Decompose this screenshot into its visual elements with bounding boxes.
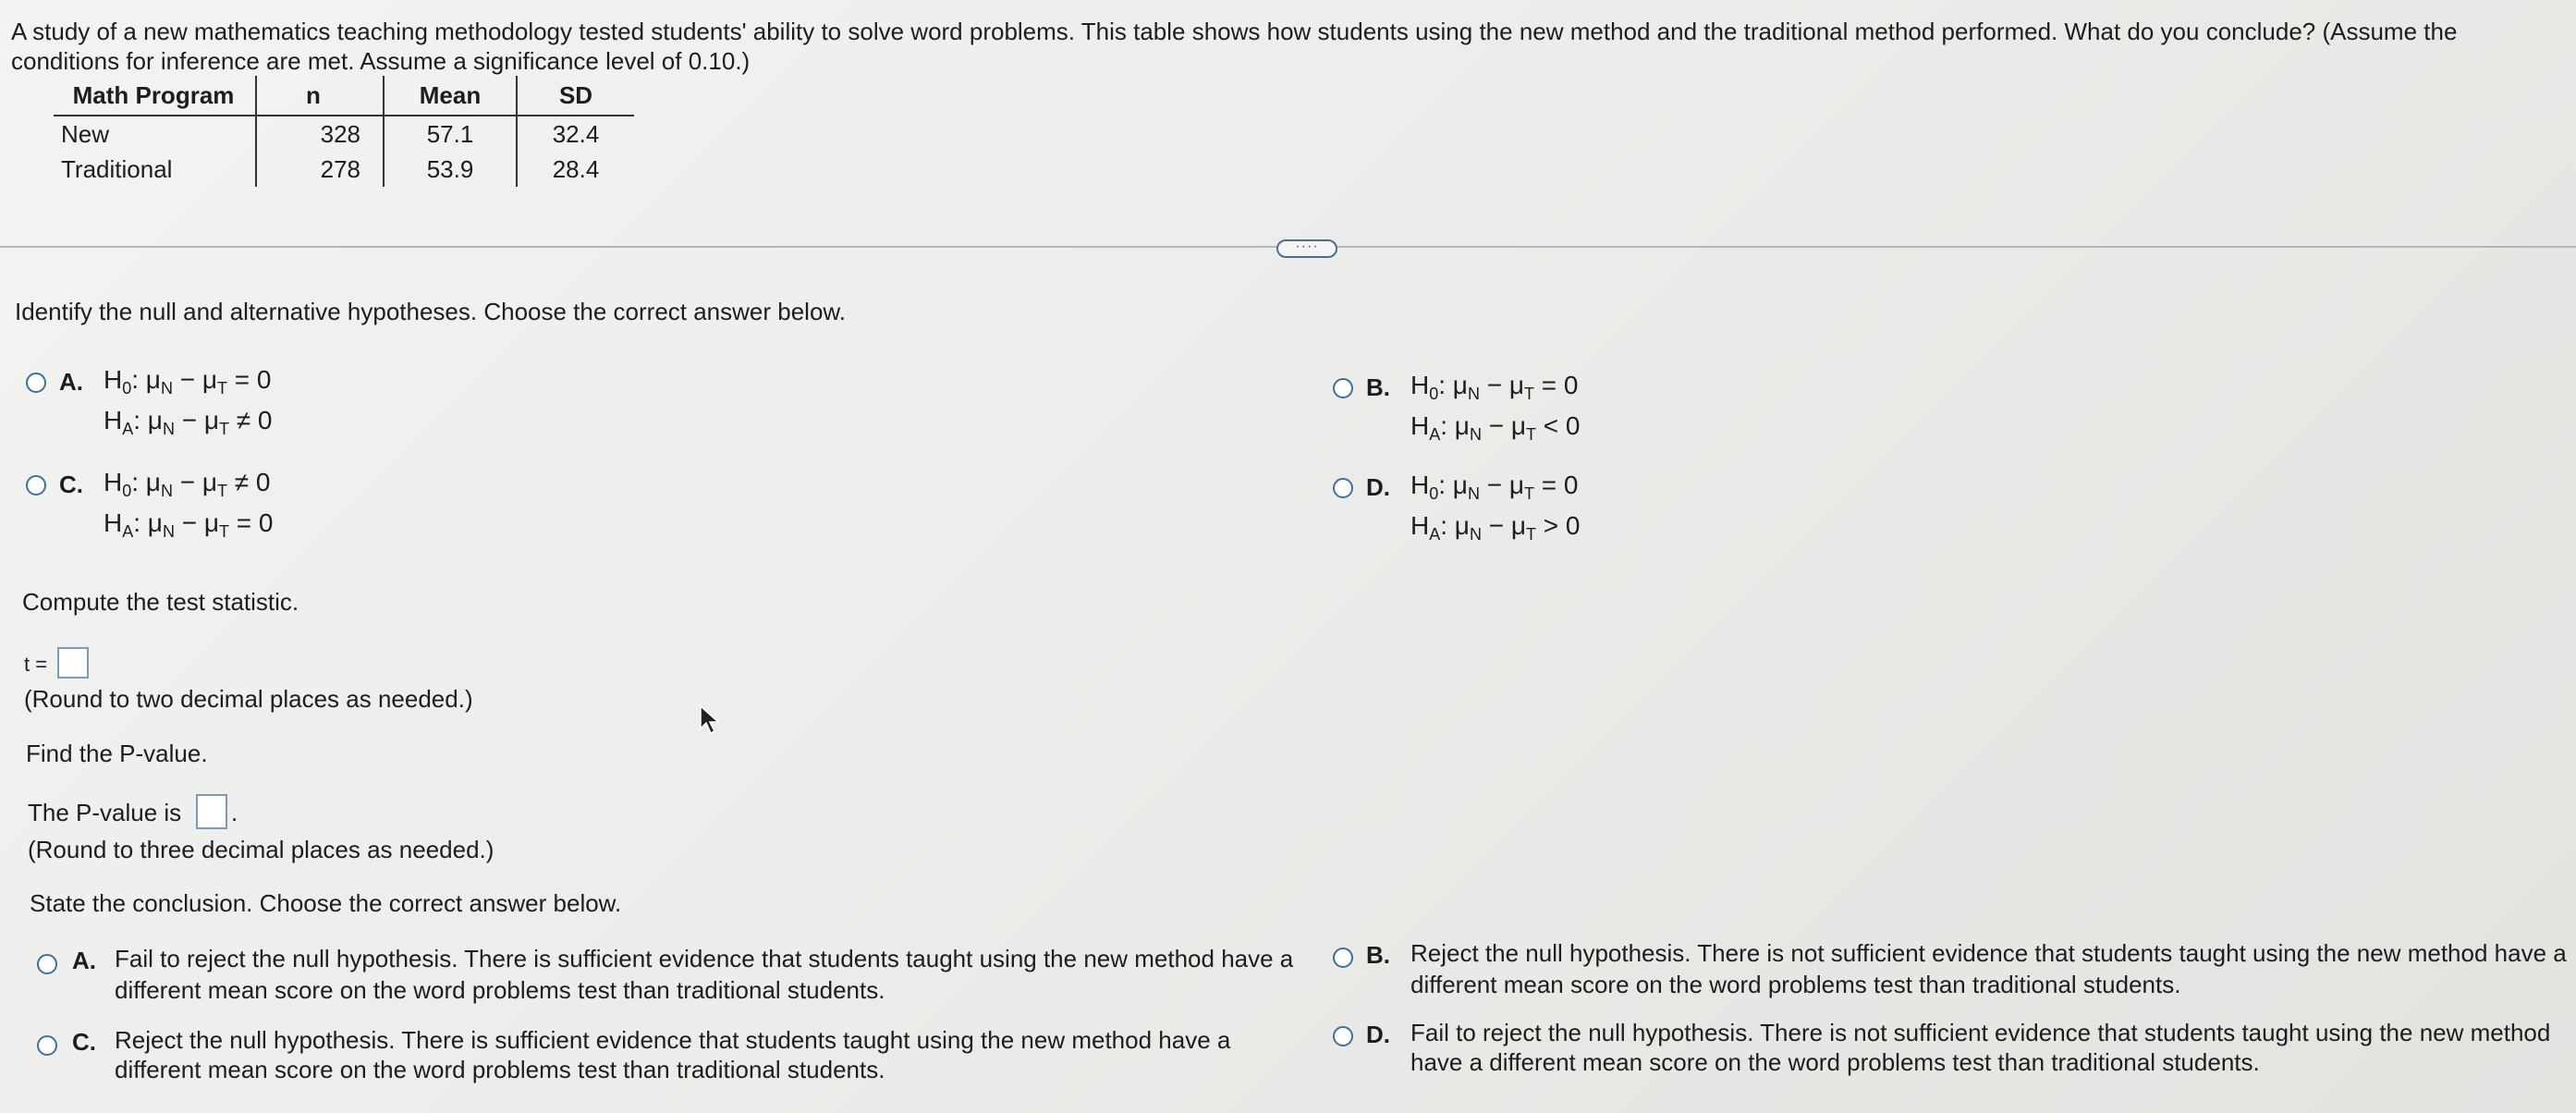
hyp-symbol: ≠ [234,468,250,496]
conclusion-b-line1[interactable]: Reject the null hypothesis. There is not sufficient evidence that students taught using the new method have a [1410,939,2567,967]
t-round-note: (Round to two decimal places as needed.) [24,685,473,713]
mouse-cursor-icon [699,704,723,740]
radio-conclusion-b[interactable] [1333,948,1353,968]
hyp-symbol: ≠ [236,406,251,434]
option-letter: B. [1366,941,1390,969]
pvalue-round-note: (Round to three decimal places as needed.) [28,836,494,863]
cell-n: 328 [256,116,384,152]
hyp-symbol: > [1543,511,1559,540]
cell-n: 278 [256,152,384,187]
pvalue-label: The P-value is [28,799,182,826]
option-letter: A. [72,947,96,974]
data-table [54,76,634,187]
radio-conclusion-a[interactable] [37,954,57,974]
table-row [54,116,634,152]
hyp-symbol: = [1541,471,1557,499]
test-stat-prompt: Compute the test statistic. [22,588,299,616]
hyp-symbol: = [234,365,250,394]
radio-hyp-a[interactable] [26,373,46,393]
hyp-c-null[interactable]: $H_0$: $\mu_N - \mu_T \ne 0$ [104,468,271,500]
header-program: Math Program [54,76,256,116]
hyp-c-alt[interactable]: $H_A$: $\mu_N - \mu_T = 0$ [104,508,274,541]
radio-hyp-d[interactable] [1333,478,1353,498]
conclusion-b-line2[interactable]: different mean score on the word problems test than traditional students. [1410,971,2181,998]
cell-sd: 32.4 [517,116,634,152]
radio-conclusion-d[interactable] [1333,1026,1353,1046]
conclusion-a-line2[interactable]: different mean score on the word problems test than traditional students. [115,976,885,1004]
conclusion-d-line2[interactable]: have a different mean score on the word problems test than traditional students. [1410,1048,2260,1076]
conclusion-c-line2[interactable]: different mean score on the word problems test than traditional students. [115,1056,885,1083]
radio-conclusion-c[interactable] [37,1035,57,1056]
cell-mean: 57.1 [384,116,517,152]
pvalue-input[interactable] [196,794,227,829]
hyp-b-alt[interactable]: $H_A$: $\mu_N - \mu_T < 0$ [1410,411,1581,444]
option-letter: B. [1366,373,1390,401]
radio-hyp-b[interactable] [1333,378,1353,398]
hyp-symbol: = [236,508,252,537]
header-n: n [256,76,384,116]
hyp-symbol: < [1543,411,1559,440]
cell-program: New [61,119,110,148]
question-line-2: conditions for inference are met. Assume a significance level of 0.10.) [11,47,751,75]
option-letter: D. [1366,473,1390,501]
conclusion-prompt: State the conclusion. Choose the correct answer below. [30,889,622,917]
more-button[interactable]: ···· [1276,239,1337,258]
conclusion-a-line1[interactable]: Fail to reject the null hypothesis. There is sufficient evidence that students taught using the new method have a [115,945,1294,972]
question-text [11,17,2544,76]
cell-program: Traditional [61,154,173,183]
hyp-d-alt[interactable]: $H_A$: $\mu_N - \mu_T > 0$ [1410,511,1581,544]
hypotheses-prompt: Identify the null and alternative hypotheses. Choose the correct answer below. [15,298,846,325]
t-input[interactable] [57,647,89,679]
conclusion-c-line1[interactable]: Reject the null hypothesis. There is sufficient evidence that students taught using the new method have a [115,1026,1231,1054]
radio-hyp-c[interactable] [26,475,46,495]
hyp-symbol: = [1541,371,1557,399]
hyp-d-null[interactable]: $H_0$: $\mu_N - \mu_T = 0$ [1410,471,1579,503]
cell-sd: 28.4 [517,152,634,187]
option-letter: D. [1366,1021,1390,1048]
pvalue-prompt: Find the P-value. [26,740,208,767]
option-letter: C. [59,471,83,498]
header-mean: Mean [384,76,517,116]
conclusion-d-line1[interactable]: Fail to reject the null hypothesis. There is not sufficient evidence that students taught using the new method [1410,1019,2551,1046]
t-label: t = [24,653,48,676]
pvalue-period: . [231,799,238,826]
question-line-1: A study of a new mathematics teaching methodology tested students' ability to solve word problems. This table shows how students using the new method and the traditional method performed. What do you conclude? (Assume the [11,18,2458,45]
hyp-a-null[interactable]: $H_0$: $\mu_N - \mu_T = 0$ [104,365,272,398]
header-sd: SD [517,76,634,116]
table-header-row [54,76,634,116]
cell-mean: 53.9 [384,152,517,187]
hyp-b-null[interactable]: $H_0$: $\mu_N - \mu_T = 0$ [1410,371,1579,403]
option-letter: A. [59,368,83,396]
option-letter: C. [72,1028,96,1056]
hyp-a-alt[interactable]: $H_A$: $\mu_N - \mu_T \ne 0$ [104,406,273,438]
table-row [54,152,634,187]
